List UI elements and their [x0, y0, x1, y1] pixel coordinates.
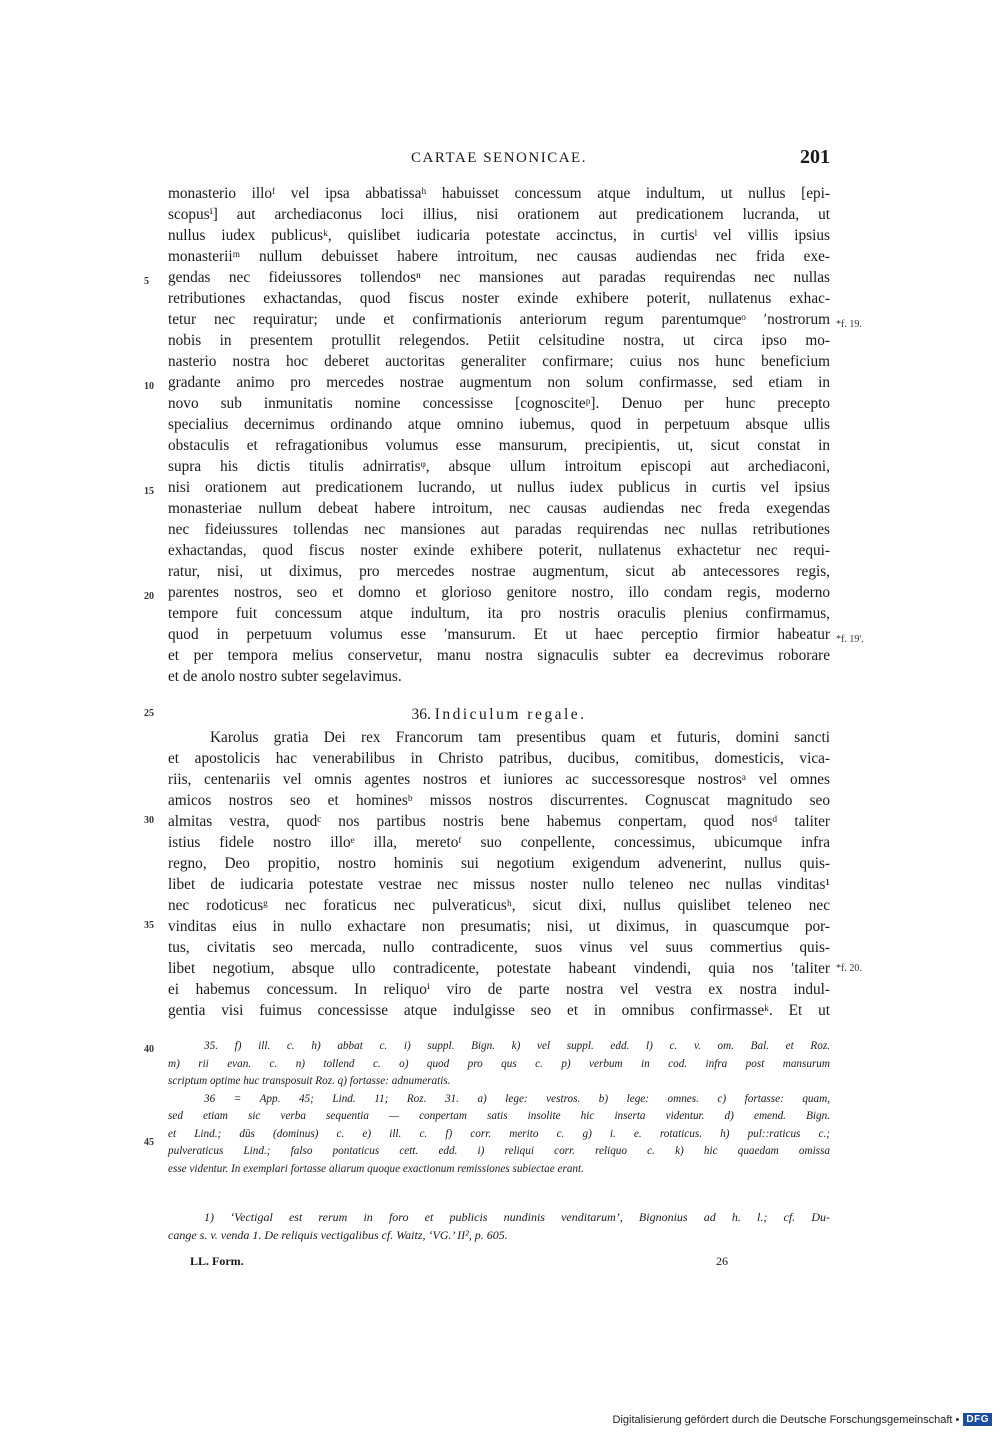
text-line: tetur nec requiratur; unde et confirmationis anteriorum regum parentumqueᵒ ʹnostrorum: [168, 311, 830, 328]
funding-banner: [613, 1413, 992, 1426]
section-heading: [168, 703, 830, 727]
footer-signature: 26: [716, 1254, 728, 1268]
apparatus-line: 35. f) ill. c. h) abbat c. i) suppl. Bign. k) vel suppl. edd. l) c. v. om. Bal. et Roz.: [204, 1040, 830, 1052]
text-line: parentes nostros, seo et domno et glorioso genitore nostro, illo condam regis, moderno: [168, 584, 830, 601]
text-line: et de anolo nostro subter segelavimus.: [168, 668, 402, 685]
text-line: supra his dictis titulis adnirratisᵠ, absque ullum introitum episcopi aut archediaconi,: [168, 458, 830, 475]
section-number: 36.: [411, 706, 431, 723]
text-line: novo sub inmunitatis nomine concessisse [cognosciteᵖ]. Denuo per hunc precepto: [168, 395, 830, 412]
apparatus-line: pulveraticus Lind.; falso pontaticus cett. edd. i) reliqui corr. reliquo c. k) hic quaedam omissa: [168, 1145, 830, 1157]
line-number: 40: [144, 1044, 154, 1055]
apparatus-line: m) rii evan. c. n) tollend c. o) quod pro qus c. p) verbum in cod. infra post mansurum: [168, 1057, 830, 1070]
folio-marginal-note: *f. 20.: [836, 963, 862, 974]
text-line: vinditas eius in nullo exhactare non presumatis; nisi, ut diximus, in quascumque por-: [168, 918, 830, 935]
line-number: 10: [144, 381, 154, 392]
explanatory-notes: [168, 1208, 830, 1244]
folio-marginal-note: *f. 19.: [836, 319, 862, 330]
apparatus-line: et Lind.; dūs (dominus) c. e) ill. c. f) corr. merito c. g) i. e. rotaticus. h) pul::raticus c.;: [168, 1127, 830, 1140]
text-line: nullus iudex publicusᵏ, quislibet iudicaria potestate accinctus, in curtisˡ vel villis ipsius: [168, 227, 830, 244]
text-line: nec fideiussures tollendas nec mansiones aut paradas requirendas nec nullas retributiones: [168, 521, 830, 538]
text-line: nec rodoticusᵍ nec foraticus nec pulveraticusʰ, sicut dixi, nullus quislibet teleneo nec: [168, 897, 830, 914]
text-line: gentia visi fuimus concessisse atque indulgisse seo et in omnibus confirmasseᵏ. Et ut: [168, 1002, 830, 1019]
text-line: regno, Deo propitio, nostro hominis sui negotium exigendum advenerint, nullus quis-: [168, 855, 830, 872]
text-line: nisi orationem aut predicationem lucrando, ut nullus iudex publicus in curtis vel ipsius: [168, 479, 830, 496]
text-line: gradante animo pro mercedes nostrae augmentum non solum confirmasse, sed etiam in: [168, 374, 830, 391]
dfg-logo: DFG: [963, 1413, 992, 1426]
text-line: monasteriiᵐ nullum debuisset habere introitum, nec causas audiendas nec frida exe-: [168, 248, 830, 265]
line-number: 15: [144, 486, 154, 497]
text-line: Karolus gratia Dei rex Francorum tam presentibus quam et futuris, domini sancti: [210, 729, 830, 746]
line-number: 5: [144, 276, 149, 287]
text-line: tempore fuit concessum atque indultum, ita pro nostris oraculis plenius confirmamus,: [168, 605, 830, 622]
section-title: Indiculum regale.: [434, 706, 587, 723]
critical-apparatus: [168, 1038, 830, 1178]
text-line: retributiones exhactandas, quod fiscus noster exinde exhibere poterit, nullatenus exhac-: [168, 290, 830, 307]
text-line: nasterio nostra hoc deberet auctoritas generaliter confirmare; cuius nos hunc beneficium: [168, 353, 830, 370]
text-line: amicos nostros seo et hominesᵇ missos nostros discurrentes. Cognuscat magnitudo seo: [168, 792, 830, 809]
note-line: 1) ‘Vectigal est rerum in foro et publicis nundinis venditarum’, Bignonius ad h. l.; cf. Du-: [204, 1210, 830, 1224]
page-number: 201: [800, 146, 830, 168]
banner-text: Digitalisierung gefördert durch die Deutsche Forschungsgemeinschaft •: [612, 1413, 960, 1426]
page-header: [168, 146, 830, 176]
text-line: libet negotium, absque ullo contradicente, potestate habeant vindendi, quia nos ʹtaliter: [168, 960, 830, 977]
charter-35-text: [168, 183, 830, 687]
text-line: quod in perpetuum volumus esse ʹmansurum. Et ut haec perceptio firmior habeatur: [168, 626, 830, 643]
text-line: monasteriae nullum debeat habere introitum, nec causas audiendas nec freda exegendas: [168, 500, 830, 517]
line-number: 45: [144, 1137, 154, 1148]
running-title: CARTAE SENONICAE.: [411, 150, 587, 166]
line-number: 30: [144, 815, 154, 826]
apparatus-line: 36 = App. 45; Lind. 11; Roz. 31. a) lege: vestros. b) lege: omnes. c) fortasse: quam,: [204, 1092, 830, 1105]
text-line: et apostolicis hac venerabilibus in Christo patribus, ducibus, comitibus, domesticis, vica-: [168, 750, 830, 767]
text-line: gendas nec fideiussores tollendosⁿ nec mansiones aut paradas requirendas nec nullas: [168, 269, 830, 286]
apparatus-line: sed etiam sic verba sequentia — conpertam satis insolite hic inserta videntur. d) emend. Bign.: [168, 1110, 830, 1122]
line-number: 35: [144, 920, 154, 931]
text-line: monasterio illoᶠ vel ipsa abbatissaʰ habuisset concessum atque indultum, ut nullus [epi-: [168, 185, 830, 202]
text-line: riis, centenariis vel omnis agentes nostros et iuniores ac successoresque nostrosᵃ vel omnes: [168, 771, 830, 788]
text-line: libet de iudicaria potestate vestrae nec missus noster nullo teleneo nec nullas vinditas¹: [168, 876, 830, 893]
line-number: 20: [144, 591, 154, 602]
note-line: cange s. v. venda 1. De reliquis vectigalibus cf. Waitz, ‘VG.’ II², p. 605.: [168, 1228, 508, 1242]
text-line: et per tempora melius conservetur, manu nostra signaculis subter ea decrevimus roborare: [168, 647, 830, 664]
text-line: specialius decernimus ordinando atque omnino iubemus, quod in perpetuum absque ullis: [168, 416, 830, 433]
charter-36: [168, 703, 830, 1021]
text-line: nobis in presentem protullit relegendos. Petiit celsitudine nostra, ut circa ipso mo-: [168, 332, 830, 349]
footer-series: LL. Form.: [190, 1254, 244, 1268]
text-line: ratur, nisi, ut diximus, pro mercedes nostrae augmentum, sicut ab antecessores regis,: [168, 563, 830, 580]
text-line: istius fidele nostro illoᵉ illa, meretoᶠ suo conpellente, concessimus, ubicumque infra: [168, 834, 830, 851]
folio-marginal-note: *f. 19'.: [836, 634, 864, 645]
text-line: scopusⁱ] aut archediaconus loci illius, nisi orationem aut predicationem lucranda, ut: [168, 206, 830, 223]
text-line: obstaculis et refragationibus volumus esse mansurum, precipientis, ut, sicut constat in: [168, 437, 830, 454]
text-line: exhactandas, quod fiscus noster exinde exhibere poterit, nullatenus exhactetur nec requi-: [168, 542, 830, 559]
text-line: tus, civitatis seo mercada, nullo contradicente, suos vinus vel suus commertius quis-: [168, 939, 830, 956]
text-line: almitas vestra, quodᶜ nos partibus nostris bene habemus conpertam, quod nosᵈ taliter: [168, 813, 830, 830]
text-line: ei habemus concessum. In reliquoⁱ viro de parte nostra vel vestra ex nostra indul-: [168, 981, 830, 998]
line-number: 25: [144, 708, 154, 719]
apparatus-line: scriptum optime huc transposuit Roz. q) fortasse: adnumeratis.: [168, 1075, 451, 1087]
apparatus-line: esse videntur. In exemplari fortasse aliarum quoque exactionum remissiones subiectae erant.: [168, 1162, 584, 1175]
